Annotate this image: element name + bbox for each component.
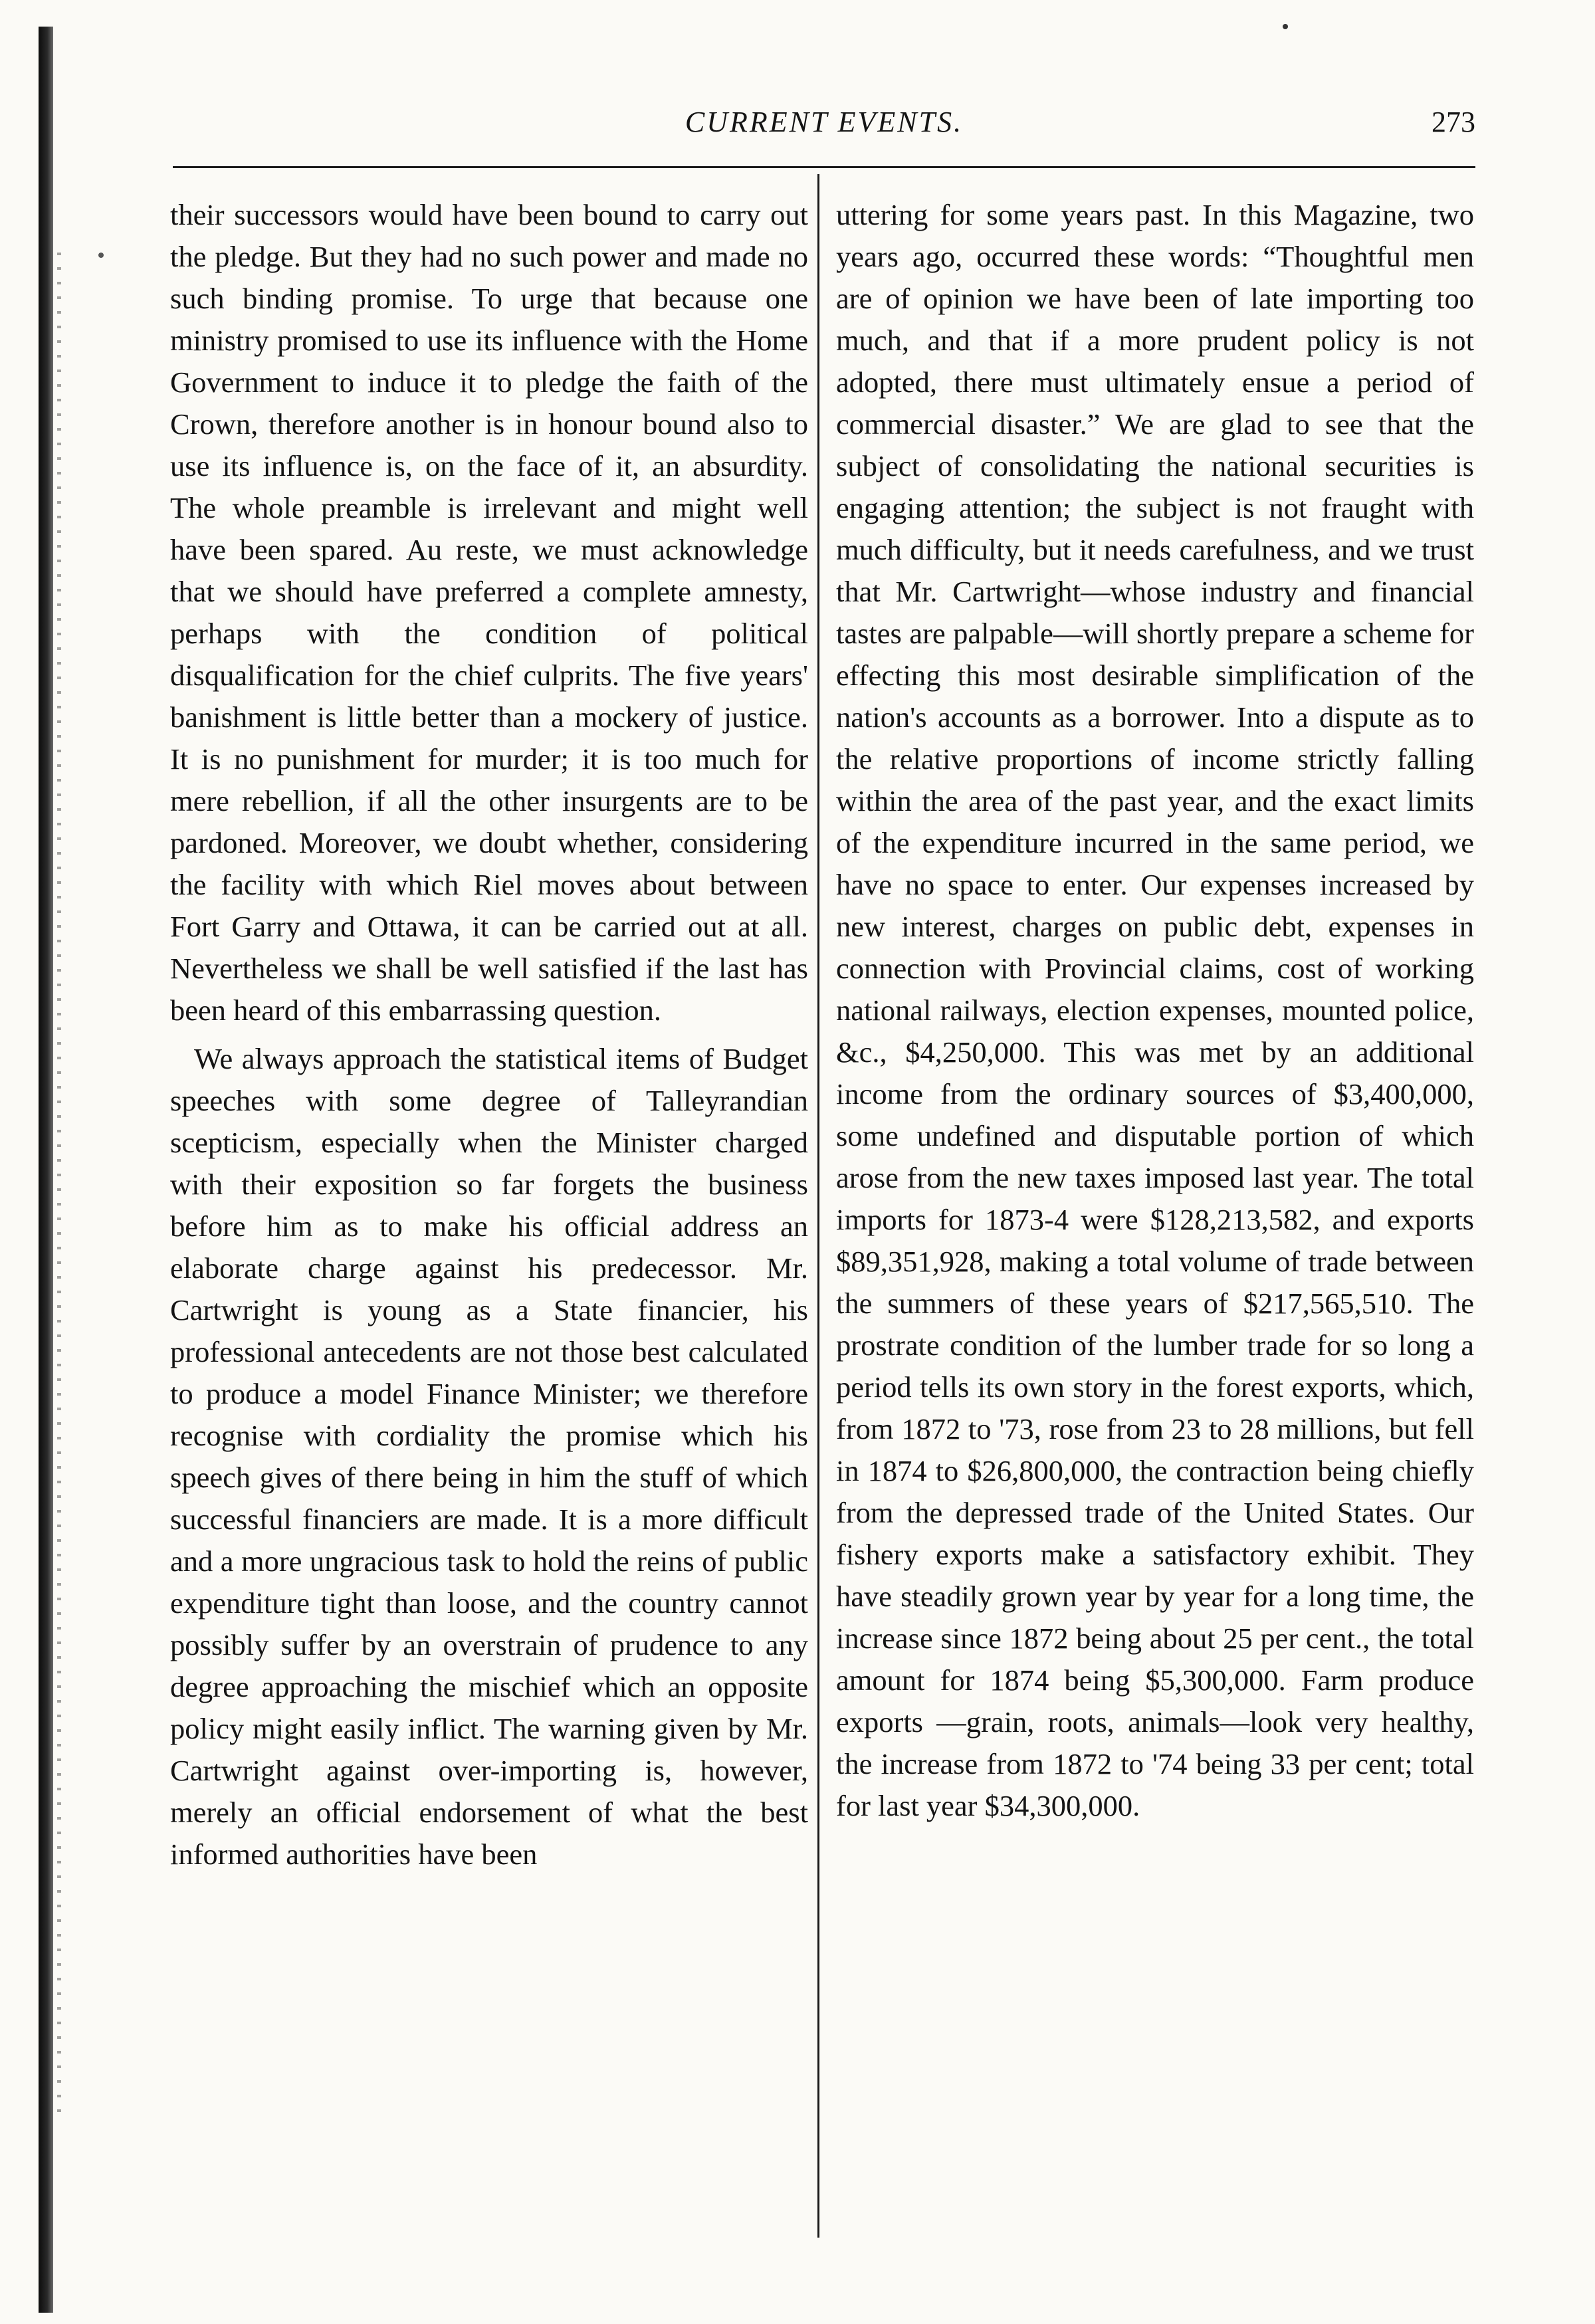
left-paragraph-1: their successors would have been bound to carry out the pledge. But they had no such power and made no such binding promise. To urge that because one ministry promised to use its influence with the Home Government to induce it to pledge the faith of the Crown, therefore another is in honour bound also to use its influence is, on the face of it, an absurdity. The whole preamble is irrelevant and might well have been spared. Au reste, we must acknowledge that we should have preferred a complete amnesty, perhaps with the condition of political disqualification for the chief culprits. The five years' banishment is little better than a mockery of justice. It is no punishment for murder; it is too much for mere rebellion, if all the other insurgents are to be pardoned. Moreover, we doubt whether, considering the facility with which Riel moves about between Fort Garry and Ottawa, it can be carried out at all. Nevertheless we shall be well satisfied if the last has been heard of this embarrassing question. xyxy=(170,198,808,1027)
ink-speck xyxy=(98,253,104,258)
ink-speck-top xyxy=(1283,24,1288,29)
binding-shadow xyxy=(39,27,53,2313)
right-column xyxy=(836,194,1474,1827)
left-column xyxy=(170,194,808,1875)
binding-texture xyxy=(57,253,61,2113)
page-header xyxy=(173,105,1475,152)
running-title: CURRENT EVENTS. xyxy=(685,106,964,138)
header-rule xyxy=(173,166,1475,168)
page-number: 273 xyxy=(1432,106,1475,138)
left-paragraph-2: We always approach the statistical items of Budget speeches with some degree of Talleyrandian scepticism, especially when the Minister charged with their exposition so far forgets the business before him as to make his official address an elaborate charge against his predecessor. Mr. Cartwright is young as a State financier, his professional antecedents are not those best calculated to produce a model Finance Minister; we therefore recognise with cordiality the promise which his speech gives of there being in him the stuff of which successful financiers are made. It is a more difficult and a more ungracious task to hold the reins of public expenditure tight than loose, and the country cannot possibly suffer by an overstrain of prudence to any degree approaching the mischief which an opposite policy might easily inflict. The warning given by Mr. Cartwright against over-importing is, however, merely an official endorsement of what the best informed authorities have been xyxy=(170,1042,808,1871)
column-divider xyxy=(817,174,819,2238)
right-paragraph-1: uttering for some years past. In this Magazine, two years ago, occurred these words: “Thoughtful men are of opinion we have been of late importing too much, and that if a more prudent policy is not adopted, there must ultimately ensue a period of commercial disaster.” We are glad to see that the subject of consolidating the national securities is engaging attention; the subject is not fraught with much difficulty, but it needs carefulness, and we trust that Mr. Cartwright—whose industry and financial tastes are palpable—will shortly prepare a scheme for effecting this most desirable simplification of the nation's accounts as a borrower. Into a dispute as to the relative proportions of income strictly falling within the area of the past year, and the exact limits of the expenditure incurred in the same period, we have no space to enter. Our expenses increased by new interest, charges on public debt, expenses in connection with Provincial claims, cost of working national railways, election expenses, mounted police, &c., $4,250,000. This was met by an additional income from the ordinary sources of $3,400,000, some undefined and disputable portion of which arose from the new taxes imposed last year. The total imports for 1873-4 were $128,213,582, and exports $89,351,928, making a total volume of trade between the summers of these years of $217,565,510. The prostrate condition of the lumber trade for so long a period tells its own story in the forest exports, which, from 1872 to '73, rose from 23 to 28 millions, but fell in 1874 to $26,800,000, the contraction being chiefly from the depressed trade of the United States. Our fishery exports make a satisfactory exhibit. They have steadily grown year by year for a long time, the increase since 1872 being about 25 per cent., the total amount for 1874 being $5,300,000. Farm produce exports —grain, roots, animals—look very healthy, the increase from 1872 to '74 being 33 per cent; total for last year $34,300,000. xyxy=(836,198,1474,1822)
